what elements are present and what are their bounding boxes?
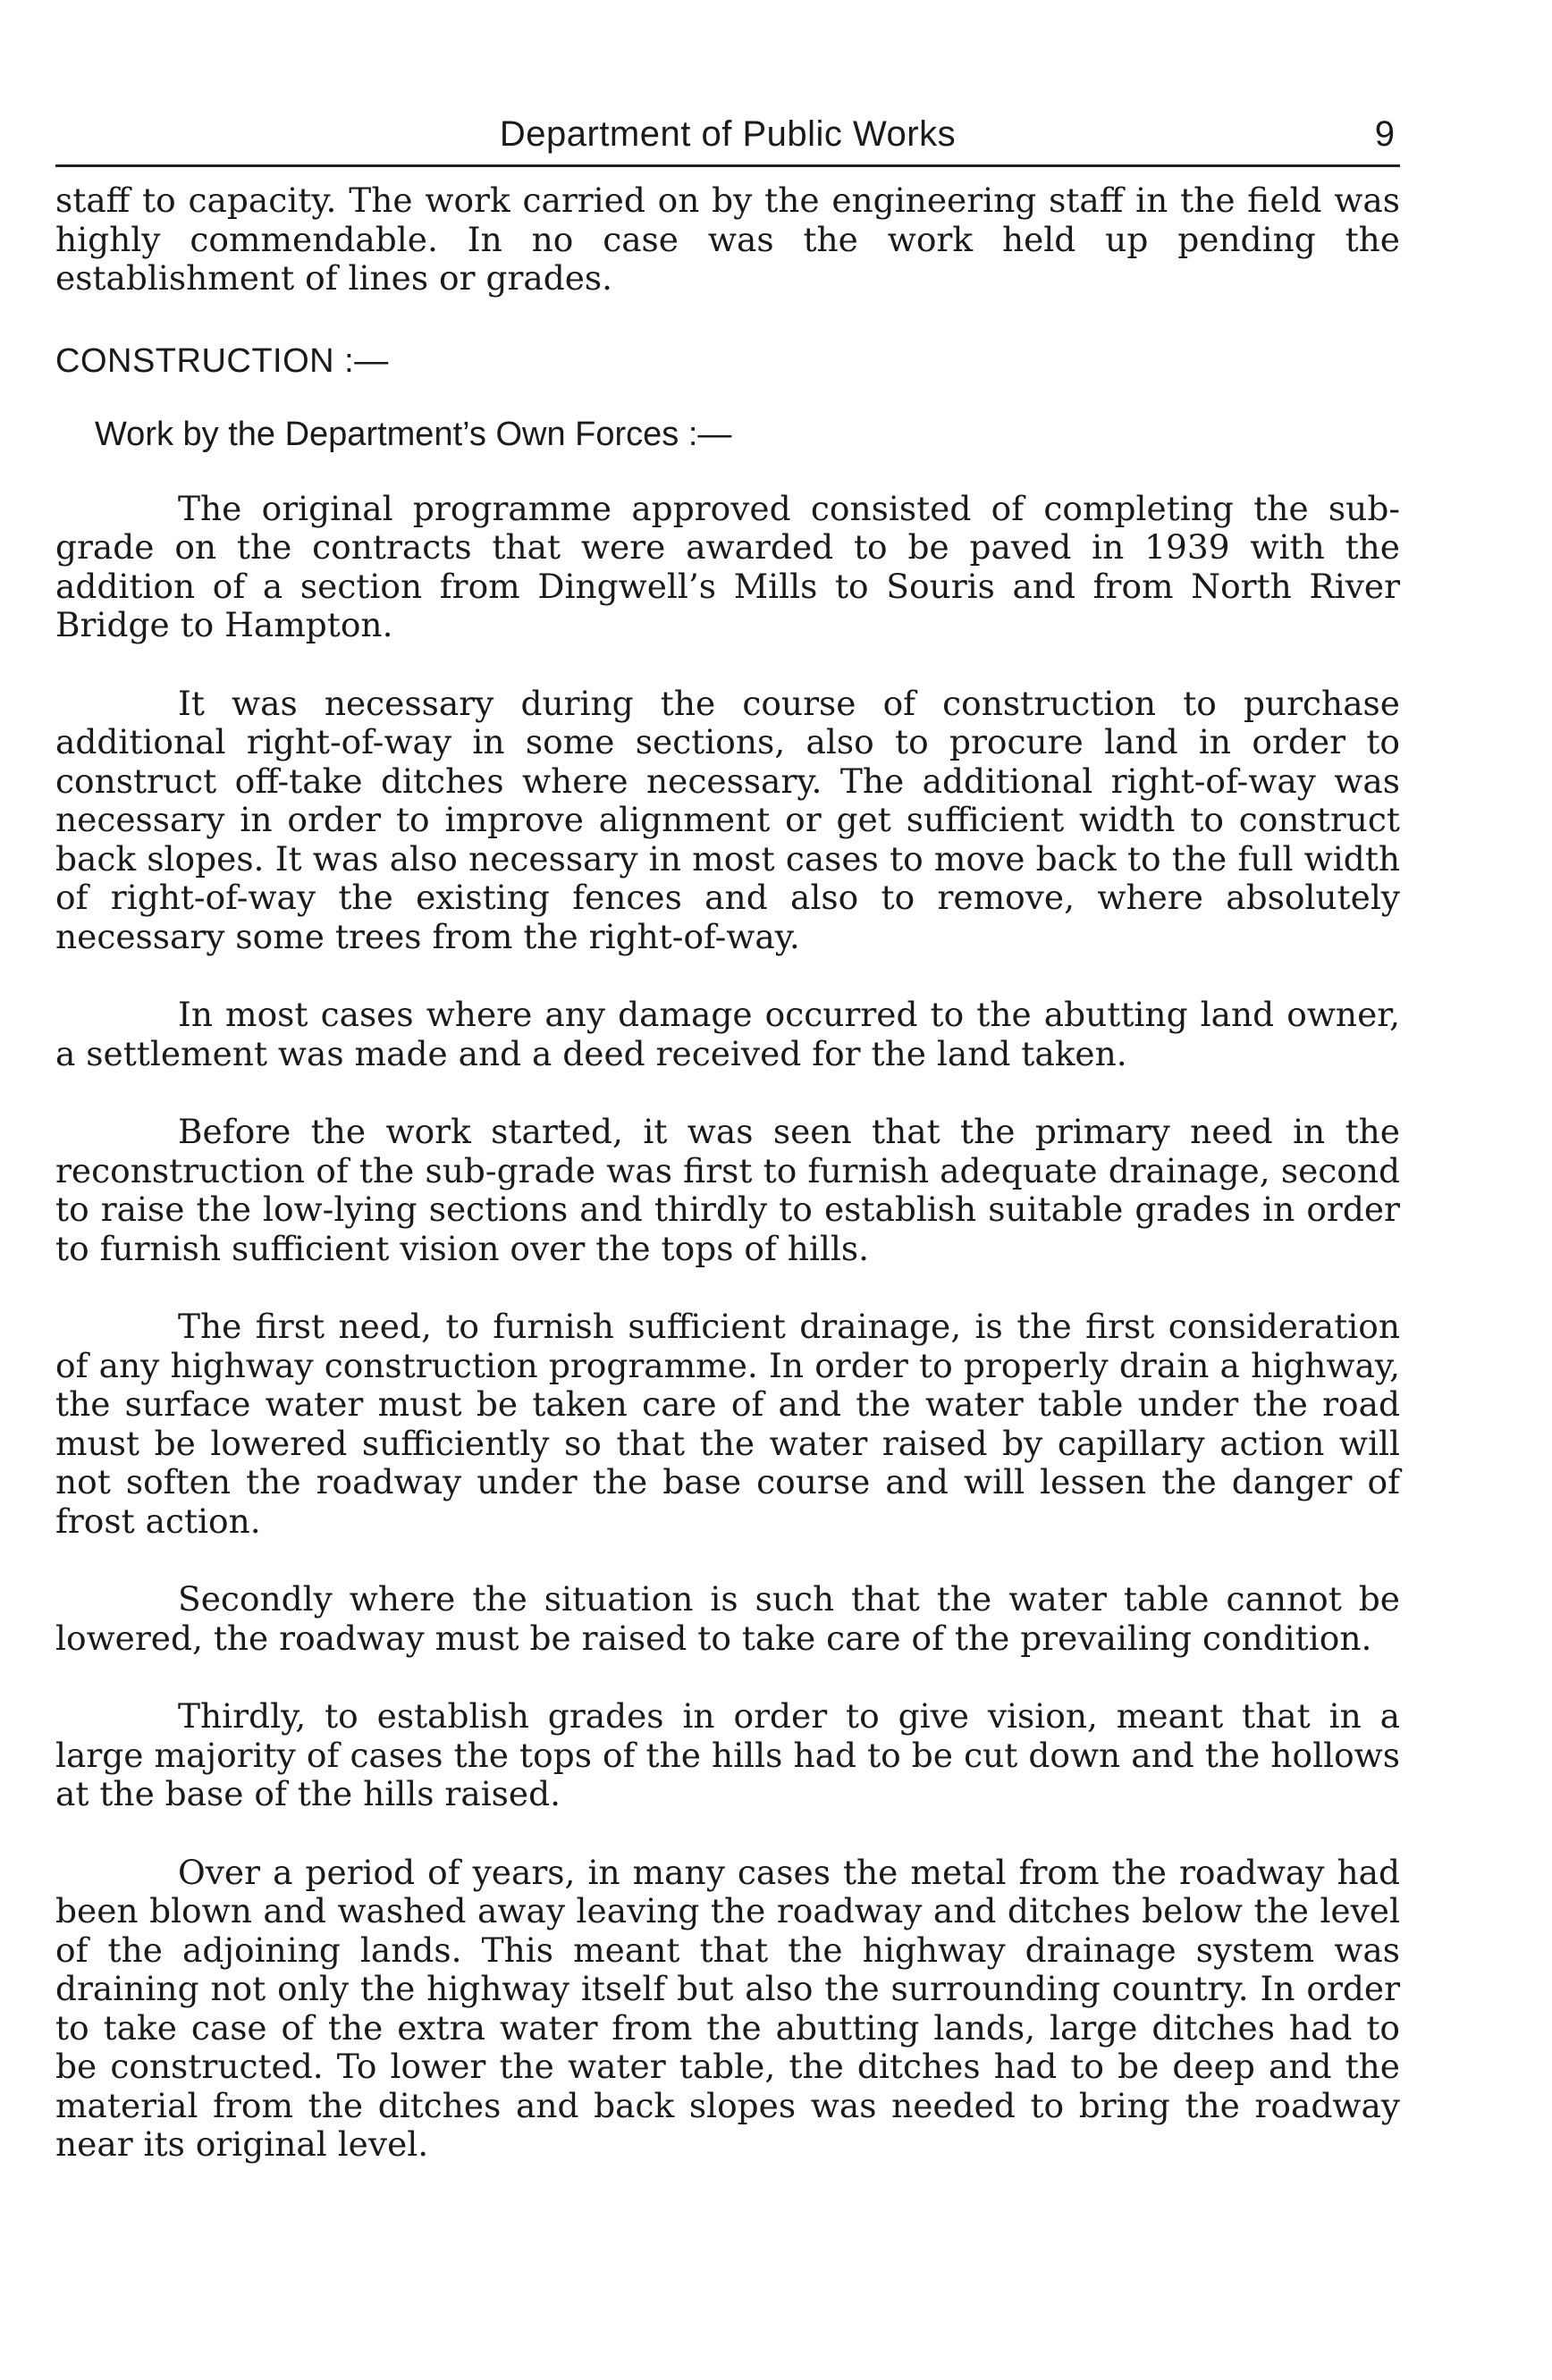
subsection-heading: Work by the Department’s Own Forces :—: [95, 415, 732, 453]
paragraph: Before the work started, it was seen that the primary need in the reconstruction of the sub-grade was first to furnish adequate drainage, second to raise the low-lying sections and thirdly to establish suitable grades in order to furnish sufficient vision over the tops of hills.: [55, 1112, 1400, 1268]
running-header: [55, 111, 1400, 167]
paragraph: It was necessary during the course of construction to purchase additional right-of-way in some sections, also to procure land in order to construct off-take ditches where necessary. The additional right-of-way was necessary in order to improve alignment or get sufficient width to construct back slopes. It was also necessary in most cases to move back to the full width of right-of-way the existing fences and also to remove, where absolutely necessary some trees from the right-of-way.: [55, 683, 1400, 956]
document-page: [55, 111, 1400, 2165]
paragraph: In most cases where any damage occurred to the abutting land owner, a settlement was made and a deed received for the land taken.: [55, 995, 1400, 1073]
paragraph: The original programme approved consisted of completing the sub-grade on the contracts that were awarded to be paved in 1939 with the addition of a section from Dingwell’s Mills to Souris and from North River Bridge to Hampton.: [55, 488, 1400, 644]
paragraph: Thirdly, to establish grades in order to give vision, meant that in a large majority of cases the tops of the hills had to be cut down and the hollows at the base of the hills raised.: [55, 1696, 1400, 1813]
page-number: 9: [1374, 114, 1395, 154]
section-heading: CONSTRUCTION :—: [55, 341, 389, 380]
running-title: Department of Public Works: [499, 114, 957, 154]
paragraph: Secondly where the situation is such that the water table cannot be lowered, the roadway must be raised to take care of the prevailing condition.: [55, 1579, 1400, 1658]
body-text: [55, 181, 1400, 2165]
paragraph: The first need, to furnish sufficient drainage, is the first consideration of any highway construction programme. In order to properly drain a highway, the surface water must be taken care of and the water table under the road must be lowered sufficiently so that the water raised by capillary action will not soften the roadway under the base course and will lessen the danger of frost action.: [55, 1307, 1400, 1541]
paragraph: Over a period of years, in many cases the metal from the roadway had been blown and washed away leaving the roadway and ditches below the level of the adjoining lands. This meant that the highway drainage system was draining not only the highway itself but also the surrounding country. In order to take case of the extra water from the abutting lands, large ditches had to be constructed. To lower the water table, the ditches had to be deep and the material from the ditches and back slopes was needed to bring the roadway near its original level.: [55, 1852, 1400, 2164]
intro-paragraph: staff to capacity. The work carried on by the engineering staff in the field was highly commendable. In no case was the work held up pending the establishment of lines or grades.: [55, 181, 1400, 298]
